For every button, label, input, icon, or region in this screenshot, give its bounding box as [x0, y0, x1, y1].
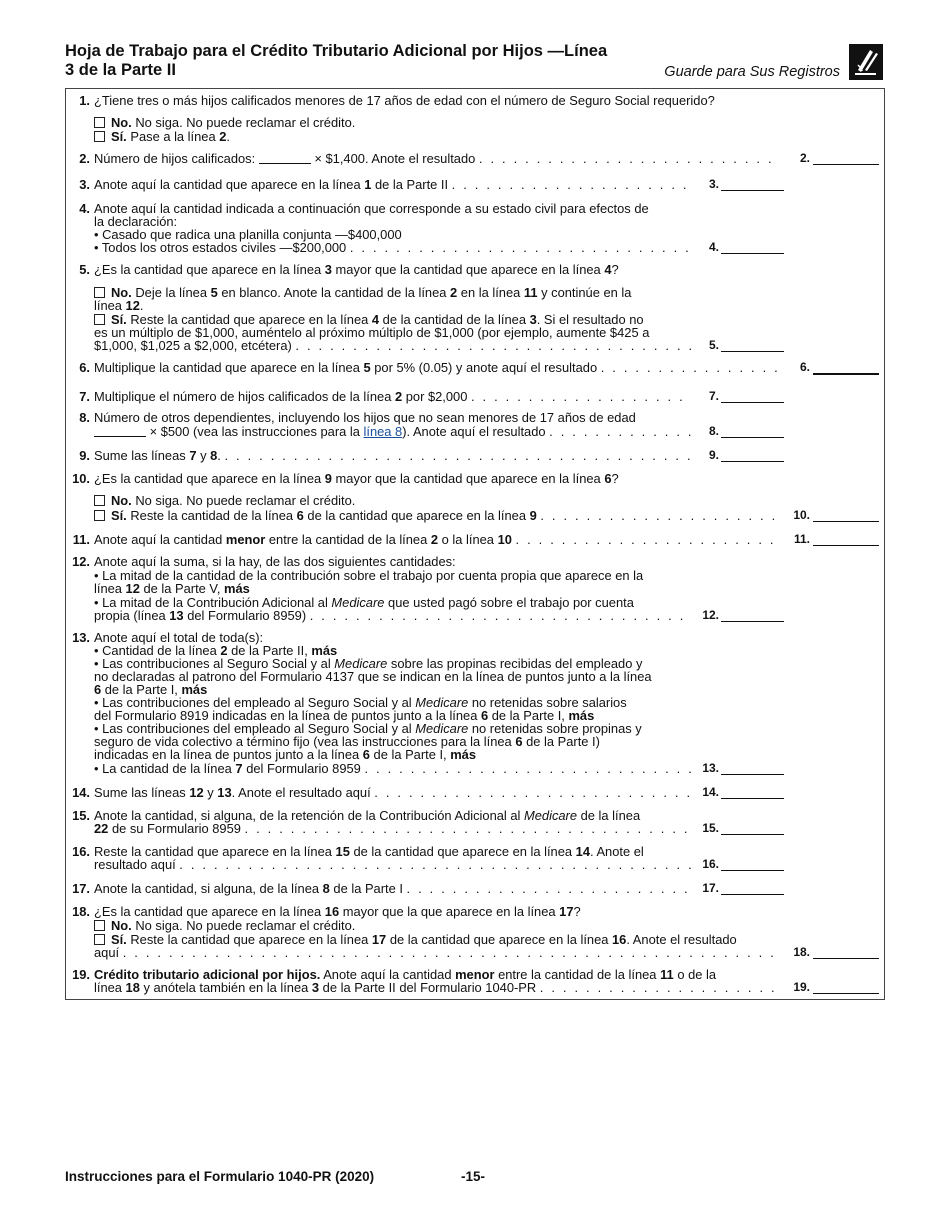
t: del Formulario 8959) — [187, 608, 307, 623]
t: ? — [573, 904, 581, 919]
t: • Las contribuciones al Seguro Social y al — [94, 656, 331, 671]
t: del Formulario 8919 indicadas en la línea de puntos junto a la línea — [94, 708, 478, 723]
line-ref: 3. — [708, 177, 719, 191]
t: . Anote el resultado — [626, 932, 737, 947]
t: Anote la cantidad, si alguna, de la línea — [94, 881, 320, 896]
t: Número de otros dependientes, incluyendo los hijos que no sean menores de 17 años de edad — [94, 410, 636, 425]
line-14-amount[interactable] — [721, 786, 784, 799]
t: × $500 (vea las instrucciones para la — [149, 424, 360, 439]
t: mayor que la que aparece en la línea — [342, 904, 556, 919]
t: y — [200, 448, 207, 463]
line-ref: 6. — [799, 360, 810, 374]
checkbox-no[interactable] — [94, 117, 105, 128]
b: 12 — [125, 298, 140, 313]
t: de la Parte I — [333, 881, 403, 896]
t: • Las contribuciones del empleado al Seguro Social y al — [94, 695, 412, 710]
no-label: No. — [111, 285, 132, 300]
i: Medicare — [415, 695, 469, 710]
b: 5 — [210, 285, 218, 300]
line-text-3: • Casado que radica una planilla conjunta —$400,000 — [94, 227, 402, 242]
b: 6 — [481, 708, 489, 723]
t: • Cantidad de la línea — [94, 643, 217, 658]
line-text: Anote aquí la cantidad indicada a continuación que corresponde a su estado civil para efectos de — [94, 201, 649, 216]
line-text-2: la declaración: — [94, 214, 178, 229]
b: 6 — [604, 471, 612, 486]
t: Anote aquí la cantidad — [94, 532, 223, 547]
b: 16 — [612, 932, 627, 947]
page-number: -15- — [461, 1169, 486, 1184]
t: de la Parte V, — [143, 581, 221, 596]
b: 4 — [604, 262, 612, 277]
line-ref: 11. — [793, 532, 810, 546]
b: 22 — [94, 821, 109, 836]
b: 12 — [189, 785, 204, 800]
t: de la Parte I) — [526, 734, 600, 749]
t: Sume las líneas — [94, 785, 186, 800]
t: . Anote el — [590, 844, 644, 859]
t: sobre las propinas recibidas del empleado y — [390, 656, 643, 671]
line-4-amount[interactable] — [721, 241, 784, 254]
line-number: 14. — [72, 785, 90, 800]
b: 7 — [189, 448, 197, 463]
t: • Las contribuciones del empleado al Seguro Social y al — [94, 721, 412, 736]
no-text: No siga. No puede reclamar el crédito. — [135, 918, 356, 933]
no-text: No siga. No puede reclamar el crédito. — [135, 493, 356, 508]
no-label: No. — [111, 493, 132, 508]
line-number: 9. — [79, 448, 90, 463]
b: 8 — [322, 881, 330, 896]
t: • La mitad de la Contribución Adicional al — [94, 595, 328, 610]
b: 2 — [220, 643, 228, 658]
checkbox-no[interactable] — [94, 287, 105, 298]
t: Reste la cantidad que aparece en la línea — [130, 932, 369, 947]
line-number: 5. — [79, 262, 90, 277]
t: y anótela también en la línea — [143, 980, 309, 995]
keep-for-records-icon — [849, 44, 883, 80]
i: Medicare — [334, 656, 388, 671]
t: . — [217, 448, 221, 463]
line-number: 6. — [79, 360, 90, 375]
b: menor — [455, 967, 495, 982]
line-text-b: × $1,400. Anote el resultado — [314, 151, 476, 166]
t: línea — [94, 980, 122, 995]
line-ref: 9. — [708, 448, 719, 462]
b: más — [181, 682, 208, 697]
checkbox-yes[interactable] — [94, 934, 105, 945]
b: 11 — [523, 285, 538, 300]
line-text-4: • Todos los otros estados civiles —$200,000 — [94, 240, 347, 255]
yes-label: Sí. — [111, 312, 127, 327]
b: 10 — [497, 532, 512, 547]
t: por 5% (0.05) y anote aquí el resultado — [374, 360, 598, 375]
no-label: No. — [111, 918, 132, 933]
line-text: Anote aquí la cantidad que aparece en la línea — [94, 177, 361, 192]
line-ref: 14. — [702, 785, 719, 799]
t: propia (línea — [94, 608, 166, 623]
t: en blanco. Anote la cantidad de la línea — [221, 285, 447, 300]
dependents-count-blank[interactable] — [94, 426, 146, 437]
b: 3 — [529, 312, 537, 327]
line-8-amount[interactable] — [721, 425, 784, 438]
title-line-1: Hoja de Trabajo para el Crédito Tributario Adicional por Hijos —Línea — [65, 42, 608, 60]
t: indicadas en la línea de puntos junto a la línea — [94, 747, 360, 762]
keep-for-records-label: Guarde para Sus Registros — [664, 64, 840, 80]
line-7-amount[interactable] — [721, 390, 784, 403]
b: 7 — [235, 761, 243, 776]
checkbox-yes[interactable] — [94, 314, 105, 325]
t: $1,000, $1,025 a $2,000, etcétera) — [94, 338, 292, 353]
line-19-amount[interactable] — [813, 981, 879, 994]
i: Medicare — [415, 721, 469, 736]
b: 13 — [217, 785, 232, 800]
line-number: 10. — [72, 471, 90, 486]
line-ref: 4. — [708, 240, 719, 254]
b: 6 — [362, 747, 370, 762]
b: más — [568, 708, 595, 723]
line-number: 4. — [79, 201, 90, 216]
yes-ref: 2 — [219, 129, 227, 144]
b: 14 — [575, 844, 590, 859]
line-ref: 12. — [702, 608, 719, 622]
t: por $2,000 — [405, 389, 468, 404]
line-ref: 10. — [793, 508, 810, 522]
t: Multiplique el número de hijos calificados de la línea — [94, 389, 392, 404]
line-number: 11. — [72, 532, 90, 547]
t: o de la — [677, 967, 717, 982]
line-number: 3. — [79, 177, 90, 192]
line-text: ¿Tiene tres o más hijos calificados menores de 17 años de edad con el número de Seguro Social requerido? — [94, 93, 715, 108]
line-ref: 18. — [793, 945, 810, 959]
t: es un múltiplo de $1,000, auméntelo al próximo múltiplo de $1,000 (por ejemplo, aumente $425 a — [94, 325, 650, 340]
t: resultado aquí — [94, 857, 176, 872]
line-text: Número de hijos calificados: — [94, 151, 256, 166]
t: de la Parte I, — [491, 708, 565, 723]
line-18-amount[interactable] — [813, 946, 879, 959]
checkbox-no[interactable] — [94, 920, 105, 931]
b: más — [224, 581, 250, 596]
t: de la cantidad de la línea — [382, 312, 526, 327]
b: 2 — [394, 389, 403, 404]
line-16-amount[interactable] — [721, 858, 784, 871]
line-2-amount[interactable] — [813, 152, 879, 165]
line-ref: 13. — [702, 761, 719, 775]
t: Reste la cantidad de la línea — [130, 508, 294, 523]
b: 17 — [559, 904, 574, 919]
line-ref: 7. — [708, 389, 719, 403]
t: mayor que la cantidad que aparece en la línea — [335, 262, 601, 277]
worksheet-body: 1. ¿Tiene tres o más hijos calificados menores de 17 años de edad con el número de Seguro Social requerido? No. No siga. No puede reclamar el crédito. Sí. Pase a la línea 2. 2. Número de hijos calificados: × $1,400. Anote el resultado . . . . . . . . . . . . . . . . . . . . . . . . . . 2. 3. Anote aquí la cantidad que aparece en la línea 1 de la Parte II . . . . . . . . . . . . . . . . . . . . . 3. 4. Anote aquí la cantidad indicada a continuación que corresponde a su estado civil para efectos de la declaración: • Casado que radica una planilla conjunta —$400,000 • Todos los otros estados civiles —$200,000 . . . . . . . . . . . . . . . . . . . . . . . . . . . . . . 4. 5. ¿Es la cantidad que aparece en la línea 3 mayor que la cantidad que aparece en la línea 4? No. Deje la línea 5 en blanco. Anote la cantidad de la línea 2 en la línea 11 y continúe en la línea 12. Sí. Reste la cantidad que aparece en la línea 4 de la cantidad de la línea 3. Si el resultado no es un múltiplo de $1,000, auméntelo al próximo múltiplo de $1,000 (por ejemplo, aumente $425 a $1,000, $1,025 a $2,000, etcétera) . . . . . . . . . . . . . . . . . . . . . . . . . . . . . . . . . . . 5. 6. Multiplique la cantidad que aparece en la línea 5 por 5% (0.05) y anote aquí el resultado . . . . . . . . . . . . . . . . 6. 7. Multiplique el número de hijos calificados de la línea 2 por $2,000 . . . . . . . . . . . . . . . . . . . 7. 8. Número de otros dependientes, incluyendo los hijos que no sean menores de 17 años de edad × $500 (vea las instrucciones para la línea 8). Anote aquí el resultado . . . . . . . . . . . . . 8. 9. Sume las líneas 7 y 8. . . . . . . . . . . . . . . . . . . . . . . . . . . . . . . . . . . . . . . . . . 9. 10. ¿Es la cantidad que aparece en la línea 9 mayor que la cantidad que aparece en la línea 6? No. No siga. No puede reclamar el crédito. Sí. Reste la cantidad de la línea 6 de la cantidad que aparece en la línea 9 . . . . . . . . . . . . . . . . . . . . . 10. 11. Anote aquí la cantidad menor entre la cantidad de la línea 2 o la línea 10 . . . . . . . . . . . . . . . . . . . . . . . 11. 12. Anote aquí la suma, si la hay, de las dos siguientes cantidades: • La mitad de la cantidad de la contribución sobre el trabajo por cuenta propia que aparece en la línea 12 de la Parte V, más • La mitad de la Contribución Adicional al Medicare que usted pagó sobre el trabajo por cuenta propia (línea 13 del Formulario 8959) . . . . . . . . . . . . . . . . . . . . . . . . . . . . . . . . . 12. 13. Anote aquí el total de toda(s): • Cantidad de la línea 2 de la Parte II, más • Las contribuciones al Seguro Social y al Medicare sobre las propinas recibidas del empleado y no declaradas al patrono del Formulario 4137 que se indican en la línea de puntos junto a la línea 6 de la Parte I, más • Las contribuciones del empleado al Seguro Social y al Medicare no retenidas sobre salarios del Formulario 8919 indicadas en la línea de puntos junto a la línea 6 de la Parte I, más • Las contribuciones del empleado al Seguro Social y al Medicare no retenidas sobre propinas y seguro de vida colectivo a término fijo (vea las instrucciones para la línea 6 de la Parte I) indicadas en la línea de puntos junto a la línea 6 de la Parte I, más • La cantidad de la línea 7 del Formulario 8959 . . . . . . . . . . . . . . . . . . . . . . . . . . . . . 13. 14. Sume las líneas 12 y 13. Anote el resultado aquí . . . . . . . . . . . . . . . . . . . . . . . . . . . . 14. 15. Anote la cantidad, si alguna, de la retención de la Contribución Adicional al Medicare de la línea 22 de su Formulario 8959 . . . . . . . . . . . . . . . . . . . . . . . . . . . . . . . . . . . . . . . 15. 16. Reste la cantidad que aparece en la línea 15 de la cantidad que aparece en la línea 14. Anote el resultado aquí . . . . . . . . . . . . . . . . . . . . . . . . . . . . . . . . . . . . . . . . . . . . . 16. 17. Anote la cantidad, si alguna, de la línea 8 de la Parte I . . . . . . . . . . . . . . . . . . . . . . . . . 17. 18. ¿Es la cantidad que aparece en la línea 16 mayor que la que aparece en la línea 17? No. No siga. No puede reclamar el crédito. Sí. Reste la cantidad que aparece en la línea 17 de la cantidad que aparece en la línea 16. Anote el resultado aquí . . . . . . . . . . . . . . . . . . . . . . . . . . . . . . . . . . . . . . . . . . . . . . . . . . . . . . . . . 18. 19. Crédito tributario adicional por hijos. Anote aquí la cantidad menor entre la cantidad de la línea 11 o de la línea 18 y anótela también en la línea 3 de la Parte II del Formulario 1040-PR . . . . . . . . . . . . . . . . . . . . . 19. — [65, 88, 885, 1000]
line-10-amount[interactable] — [813, 509, 879, 522]
b: 9 — [529, 508, 537, 523]
yes-text: Pase a la línea — [130, 129, 216, 144]
b: 15 — [335, 844, 350, 859]
worksheet-header — [65, 42, 885, 88]
line-number: 8. — [79, 410, 90, 425]
t: ). Anote aquí el resultado — [402, 424, 546, 439]
b: 12 — [125, 581, 140, 596]
t: Deje la línea — [135, 285, 208, 300]
t: Anote aquí la suma, si la hay, de las dos siguientes cantidades: — [94, 554, 456, 569]
t: Anote la cantidad, si alguna, de la retención de la Contribución Adicional al — [94, 808, 521, 823]
t: ? — [611, 471, 619, 486]
line-number: 17. — [72, 881, 90, 896]
yes-label: Sí. — [111, 932, 127, 947]
b: 16 — [324, 904, 340, 919]
line-number: 7. — [79, 389, 90, 404]
b: Crédito tributario adicional por hijos. — [94, 967, 321, 982]
b: 4 — [371, 312, 380, 327]
t: Anote aquí el total de toda(s): — [94, 630, 264, 645]
t: de la cantidad que aparece en la línea — [389, 932, 609, 947]
yes-label: Sí. — [111, 129, 127, 144]
line-12-amount[interactable] — [721, 609, 784, 622]
t: y — [207, 785, 214, 800]
line-ref: 17. — [702, 881, 719, 895]
t: de la Parte II, — [231, 643, 308, 658]
b: 9 — [324, 471, 332, 486]
b: 2 — [430, 532, 439, 547]
t: . — [139, 298, 144, 313]
t: de la Parte I, — [373, 747, 447, 762]
t: línea — [94, 581, 122, 596]
b: más — [450, 747, 477, 762]
yes-label: Sí. — [111, 508, 127, 523]
t: Reste la cantidad que aparece en la línea — [94, 844, 332, 859]
b: 13 — [169, 608, 184, 623]
checkbox-yes[interactable] — [94, 131, 105, 142]
line-number: 1. — [79, 93, 90, 108]
line-ref: 15. — [702, 821, 719, 835]
t: de la cantidad que aparece en la línea — [353, 844, 573, 859]
line-text-c: de la Parte II — [374, 177, 449, 192]
t: o la línea — [441, 532, 494, 547]
worksheet-title — [65, 42, 665, 80]
line-number: 19. — [72, 967, 90, 982]
t: . Si el resultado no — [536, 312, 644, 327]
line-number: 18. — [72, 904, 90, 919]
t: ¿Es la cantidad que aparece en la línea — [94, 471, 322, 486]
t: no declaradas al patrono del Formulario 4137 que se indican en la línea de puntos junto a la línea — [94, 669, 652, 684]
i: Medicare — [524, 808, 578, 823]
t: entre la cantidad de la línea — [268, 532, 428, 547]
line-ref: 19. — [793, 980, 810, 994]
t: y continúe en la — [541, 285, 632, 300]
line-9-amount[interactable] — [721, 449, 784, 462]
b: 18 — [125, 980, 140, 995]
b: 6 — [94, 682, 102, 697]
b: 17 — [371, 932, 387, 947]
line-11-amount[interactable] — [813, 533, 879, 546]
t: ? — [611, 262, 619, 277]
checkbox-no[interactable] — [94, 495, 105, 506]
t: no retenidas sobre propinas y — [471, 721, 642, 736]
t: del Formulario 8959 — [246, 761, 361, 776]
b: 2 — [450, 285, 458, 300]
children-count-blank[interactable] — [259, 153, 311, 164]
t: ¿Es la cantidad que aparece en la línea — [94, 904, 322, 919]
yes-end: . — [226, 129, 230, 144]
line-8-instructions-link[interactable]: línea 8 — [363, 424, 403, 439]
t: de la cantidad que aparece en la línea — [307, 508, 526, 523]
b: 3 — [324, 262, 332, 277]
line-number: 12. — [72, 554, 90, 569]
line-number: 16. — [72, 844, 90, 859]
line-bold: 1 — [364, 177, 372, 192]
t: no retenidas sobre salarios — [471, 695, 627, 710]
b: 11 — [660, 967, 674, 982]
t: • La cantidad de la línea — [94, 761, 232, 776]
b: menor — [225, 532, 266, 547]
t: que usted pagó sobre el trabajo por cuenta — [388, 595, 634, 610]
t: . Anote el resultado aquí — [231, 785, 371, 800]
line-number: 2. — [79, 151, 90, 166]
no-label: No. — [111, 115, 132, 130]
line-17-amount[interactable] — [721, 882, 784, 895]
t: Sume las líneas — [94, 448, 186, 463]
t: • La mitad de la cantidad de la contribución sobre el trabajo por cuenta propia que aparece en la — [94, 568, 644, 583]
t: de la Parte II del Formulario 1040-PR — [322, 980, 537, 995]
b: 8 — [210, 448, 218, 463]
line-ref: 5. — [708, 338, 719, 352]
t: entre la cantidad de la línea — [498, 967, 657, 982]
b: 6 — [296, 508, 304, 523]
b: 5 — [363, 360, 371, 375]
no-text: No siga. No puede reclamar el crédito. — [135, 115, 356, 130]
line-6-amount[interactable] — [813, 361, 879, 375]
t: de su Formulario 8959 — [111, 821, 241, 836]
line-3-amount[interactable] — [721, 178, 784, 191]
t: de la línea — [580, 808, 641, 823]
line-ref: 16. — [702, 857, 719, 871]
line-15-amount[interactable] — [721, 822, 784, 835]
checkbox-yes[interactable] — [94, 510, 105, 521]
t: mayor que la cantidad que aparece en la línea — [335, 471, 601, 486]
t: línea — [94, 298, 122, 313]
t: de la Parte I, — [104, 682, 178, 697]
t: Multiplique la cantidad que aparece en la línea — [94, 360, 360, 375]
t: ¿Es la cantidad que aparece en la línea — [94, 262, 322, 277]
i: Medicare — [331, 595, 385, 610]
t: en la línea — [460, 285, 521, 300]
line-5-amount[interactable] — [721, 339, 784, 352]
line-ref: 2. — [799, 151, 810, 165]
title-line-2: 3 de la Parte II — [65, 61, 176, 79]
b: 3 — [311, 980, 320, 995]
footer-form-title: Instrucciones para el Formulario 1040-PR (2020) — [65, 1169, 375, 1184]
line-number: 15. — [72, 808, 90, 823]
line-number: 13. — [72, 630, 90, 645]
b: 6 — [515, 734, 523, 749]
t: seguro de vida colectivo a término fijo (vea las instrucciones para la línea — [94, 734, 512, 749]
t: Anote aquí la cantidad — [323, 967, 452, 982]
t: Reste la cantidad que aparece en la línea — [130, 312, 369, 327]
t: aquí — [94, 945, 120, 960]
b: más — [311, 643, 338, 658]
line-ref: 8. — [708, 424, 719, 438]
line-13-amount[interactable] — [721, 762, 784, 775]
